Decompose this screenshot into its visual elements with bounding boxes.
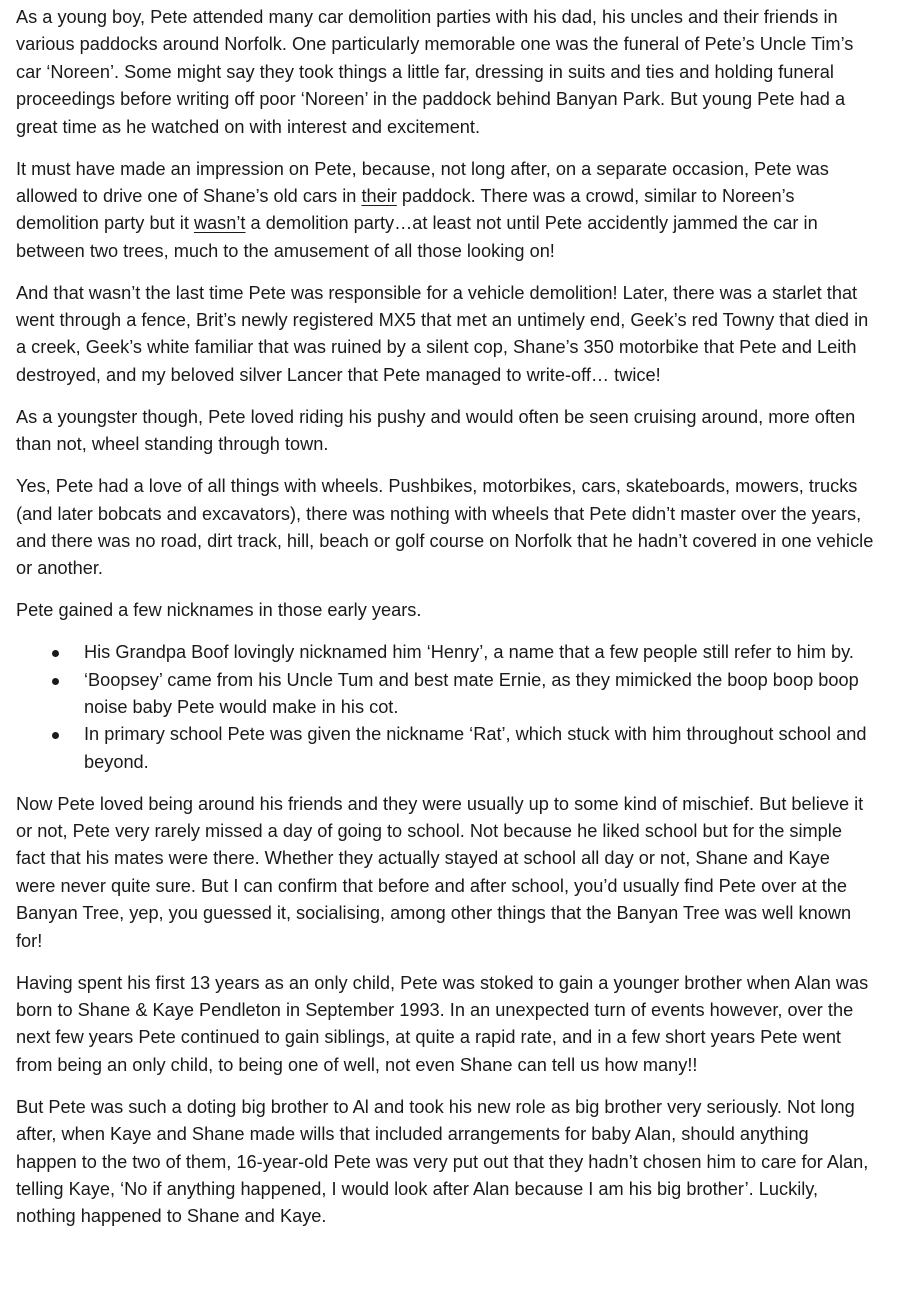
list-item xyxy=(84,667,874,722)
paragraph-vehicle-demolitions: And that wasn’t the last time Pete was responsible for a vehicle demolition! Later, there was a starlet that went through a fence, Brit’s newly registered MX5 that met an untimely end, Geek’s red Towny that died in a creek, Geek’s white familiar that was ruined by a silent cop, Shane’s 350 motorbike that Pete and Leith destroyed, and my beloved silver Lancer that Pete managed to write-off… twice! xyxy=(16,282,869,385)
bullet-icon xyxy=(52,732,59,739)
text-run: paddock. There was a crowd, similar to Noreen’s demolition party but it xyxy=(16,185,795,234)
list-item-text: In primary school Pete was given the nickname ‘Rat’, which stuck with him throughout school and beyond. xyxy=(84,724,867,772)
list-item xyxy=(84,721,874,776)
paragraph-first-drive xyxy=(16,156,874,266)
list-item xyxy=(84,639,874,666)
paragraph-siblings: Having spent his first 13 years as an only child, Pete was stoked to gain a younger brother when Alan was born to Shane & Kaye Pendleton in September 1993. In an unexpected turn of events however, over the next few years Pete continued to gain siblings, at quite a rapid rate, and in a few short years Pete went from being an only child, to being one of well, not even Shane can tell us how many!! xyxy=(16,972,869,1075)
paragraph-pushy: As a youngster though, Pete loved riding his pushy and would often be seen cruising around, more often than not, wheel standing through town. xyxy=(16,406,856,455)
list-item-text: ‘Boopsey’ came from his Uncle Tum and best mate Ernie, as they mimicked the boop boop boop noise baby Pete would make in his cot. xyxy=(84,669,859,717)
list-item-text: His Grandpa Boof lovingly nicknamed him ‘Henry’, a name that a few people still refer to him by. xyxy=(84,642,854,663)
text-run: It must have made an impression on Pete, because, not long after, on a separate occasion, Pete was allowed to drive one of Shane’s old cars in xyxy=(16,158,829,206)
bullet-icon xyxy=(52,678,59,685)
paragraph-wheels: Yes, Pete had a love of all things with wheels. Pushbikes, motorbikes, cars, skateboards, mowers, trucks (and later bobcats and excavators), there was nothing with wheels that Pete didn’t master over the years, and there was no road, dirt track, hill, beach or golf course on Norfolk that he hadn’t covered in one vehicle or another. xyxy=(16,476,874,579)
underlined-word-their: their xyxy=(361,185,397,206)
paragraph-big-brother: But Pete was such a doting big brother to Al and took his new role as big brother very seriously. Not long after, when Kaye and Shane made wills that included arrangements for baby Alan, should anything happen to the two of them, 16-year-old Pete was very put out that they hadn’t chosen him to care for Alan, telling Kaye, ‘No if anything happened, I would look after Alan because I am his big brother’. Luckily, nothing happened to Shane and Kaye. xyxy=(16,1096,869,1227)
text-run: a demolition party…at least not until Pete accidently jammed the car in between two trees, much to the amusement of all those looking on! xyxy=(16,213,818,261)
nickname-list xyxy=(16,639,874,776)
paragraph-nicknames-intro: Pete gained a few nicknames in those early years. xyxy=(16,600,422,621)
bullet-icon xyxy=(52,650,59,657)
underlined-word-wasnt: wasn’t xyxy=(193,213,246,234)
paragraph-demolition-parties: As a young boy, Pete attended many car demolition parties with his dad, his uncles and their friends in various paddocks around Norfolk. One particularly memorable one was the funeral of Pete’s Uncle Tim’s car ‘Noreen’. Some might say they took things a little far, dressing in suits and ties and holding funeral proceedings before writing off poor ‘Noreen’ in the paddock behind Banyan Park. But young Pete had a great time as he watched on with interest and excitement. xyxy=(16,7,854,137)
document-page xyxy=(16,4,874,1245)
paragraph-school-friends: Now Pete loved being around his friends and they were usually up to some kind of mischief. But believe it or not, Pete very rarely missed a day of going to school. Not because he liked school but for the simple fact that his mates were there. Whether they actually stayed at school all day or not, Shane and Kaye were never quite sure. But I can confirm that before and after school, you’d usually find Pete over at the Banyan Tree, yep, you guessed it, socialising, among other things that the Banyan Tree was well known for! xyxy=(16,793,864,951)
